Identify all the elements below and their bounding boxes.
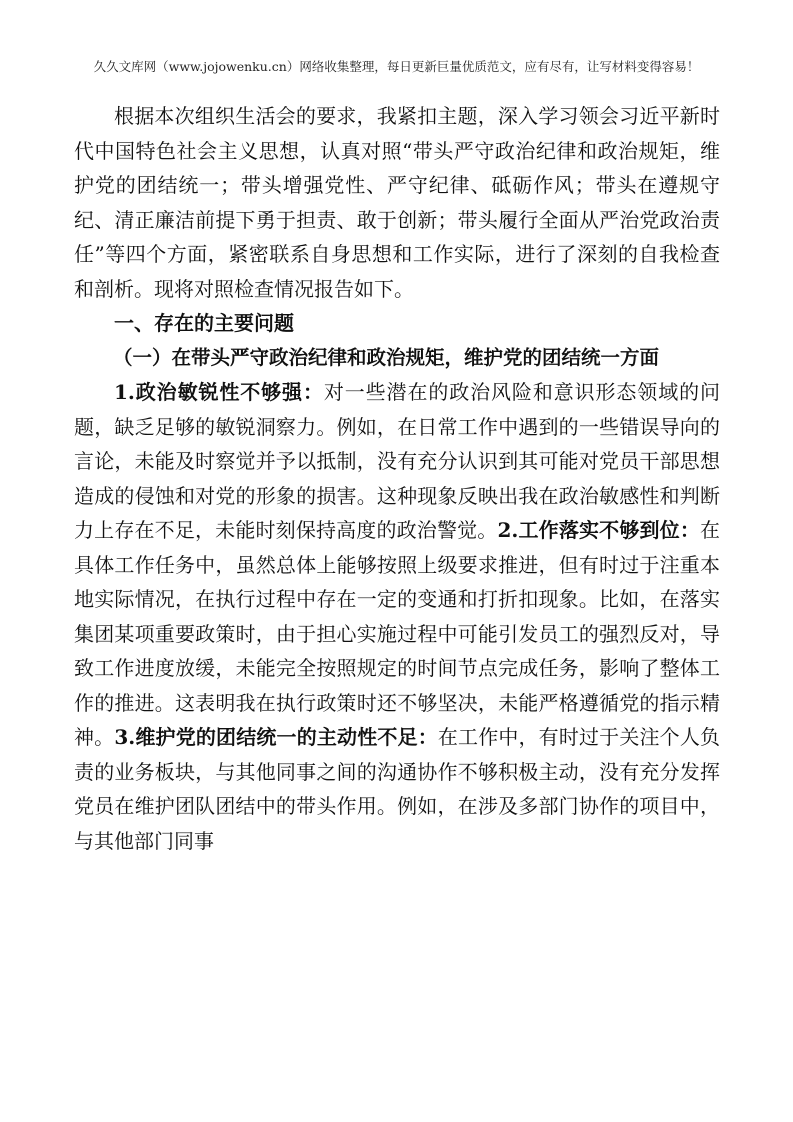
document-body bbox=[74, 99, 720, 858]
problems-paragraph bbox=[74, 375, 720, 858]
subsection-heading: （一）在带头严守政治纪律和政治规矩，维护党的团结统一方面 bbox=[113, 345, 660, 369]
intro-paragraph: 根据本次组织生活会的要求，我紧扣主题，深入学习领会习近平新时代中国特色社会主义思想，认真对照“带头严守政治纪律和政治规矩，维护党的团结统一；带头增强党性、严守纪律、砥砺作风；带头在遵规守纪、清正廉洁前提下勇于担责、敢于创新；带头履行全面从严治党政治责任”等四个方面，紧密联系自身思想和工作实际，进行了深刻的自我检查和剖析。现将对照检查情况报告如下。 bbox=[74, 104, 720, 301]
section-heading: 一、存在的主要问题 bbox=[114, 311, 294, 335]
point3-text: 在工作中，有时过于关注个人负责的业务板块，与其他同事之间的沟通协作不够积极主动，没有充分发挥党员在维护团队团结中的带头作用。例如，在涉及多部门协作的项目中，与其他部门同事 bbox=[74, 725, 721, 853]
point1-text: 对一些潜在的政治风险和意识形态领域的问题，缺乏足够的敏锐洞察力。例如，在日常工作中遇到的一些错误导向的言论，未能及时察觉并予以抵制，没有充分认识到其可能对党员干部思想造成的侵蚀和对党的形象的损害。这种现象反映出我在政治敏感性和判断力上存在不足，未能时刻保持高度的政治警觉。 bbox=[74, 380, 721, 542]
point2-title: 2.工作落实不够到位： bbox=[497, 518, 700, 542]
point1-title: 1.政治敏锐性不够强： bbox=[114, 380, 324, 404]
page-header: 久久文库网（www.jojowenku.cn）网络收集整理，每日更新巨量优质范文，应有尽有，让写材料变得容易！ bbox=[93, 59, 700, 74]
point3-title: 3.维护党的团结统一的主动性不足： bbox=[114, 725, 438, 749]
point2-text: 在具体工作任务中，虽然总体上能够按照上级要求推进，但有时过于注重本地实际情况，在执行过程中存在一定的变通和打折扣现象。比如，在落实集团某项重要政策时，由于担心实施过程中可能引发员工的强烈反对，导致工作进度放缓，未能完全按照规定的时间节点完成任务，影响了整体工作的推进。这表明我在执行政策时还不够坚决，未能严格遵循党的指示精神。 bbox=[74, 518, 720, 749]
